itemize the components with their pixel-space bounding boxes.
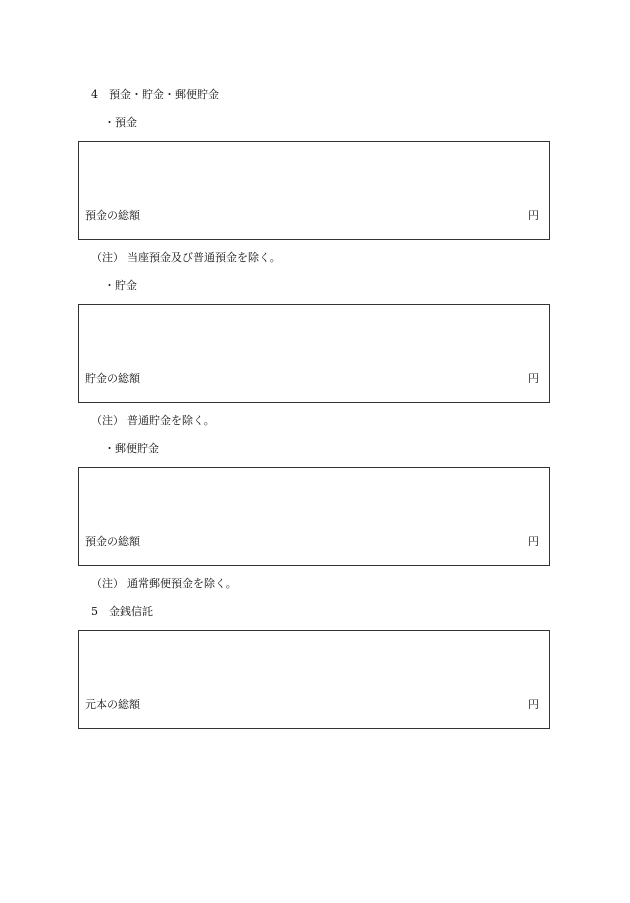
trust-unit: 円 xyxy=(528,698,539,711)
postal-subheading: ・郵便貯金 xyxy=(104,442,159,455)
section-5-heading xyxy=(91,603,153,619)
savings-note xyxy=(91,412,215,428)
deposit-unit: 円 xyxy=(528,209,539,222)
savings-unit: 円 xyxy=(528,372,539,385)
savings-total-label: 貯金の総額 xyxy=(85,372,140,385)
trust-box[interactable] xyxy=(78,630,550,729)
deposit-total-label: 預金の総額 xyxy=(85,209,140,222)
savings-note-paren: （注） xyxy=(91,414,124,427)
trust-total-label: 元本の総額 xyxy=(85,698,140,711)
deposit-box[interactable] xyxy=(78,141,550,240)
section-4-number: 4 xyxy=(91,88,98,101)
savings-subheading: ・貯金 xyxy=(104,279,137,292)
section-5-number: 5 xyxy=(91,605,98,618)
deposit-subheading: ・預金 xyxy=(104,116,137,129)
postal-note-text: 通常郵便預金を除く。 xyxy=(127,577,237,590)
section-4-heading xyxy=(91,86,219,102)
section-5-title: 金銭信託 xyxy=(109,605,153,618)
postal-note-paren: （注） xyxy=(91,577,124,590)
postal-box[interactable] xyxy=(78,467,550,566)
section-4-title: 預金・貯金・郵便貯金 xyxy=(109,88,219,101)
postal-unit: 円 xyxy=(528,535,539,548)
deposit-note-text: 当座預金及び普通預金を除く。 xyxy=(127,251,281,264)
deposit-note xyxy=(91,249,281,265)
postal-total-label: 預金の総額 xyxy=(85,535,140,548)
savings-note-text: 普通貯金を除く。 xyxy=(127,414,215,427)
postal-note xyxy=(91,575,237,591)
deposit-note-paren: （注） xyxy=(91,251,124,264)
savings-box[interactable] xyxy=(78,304,550,403)
